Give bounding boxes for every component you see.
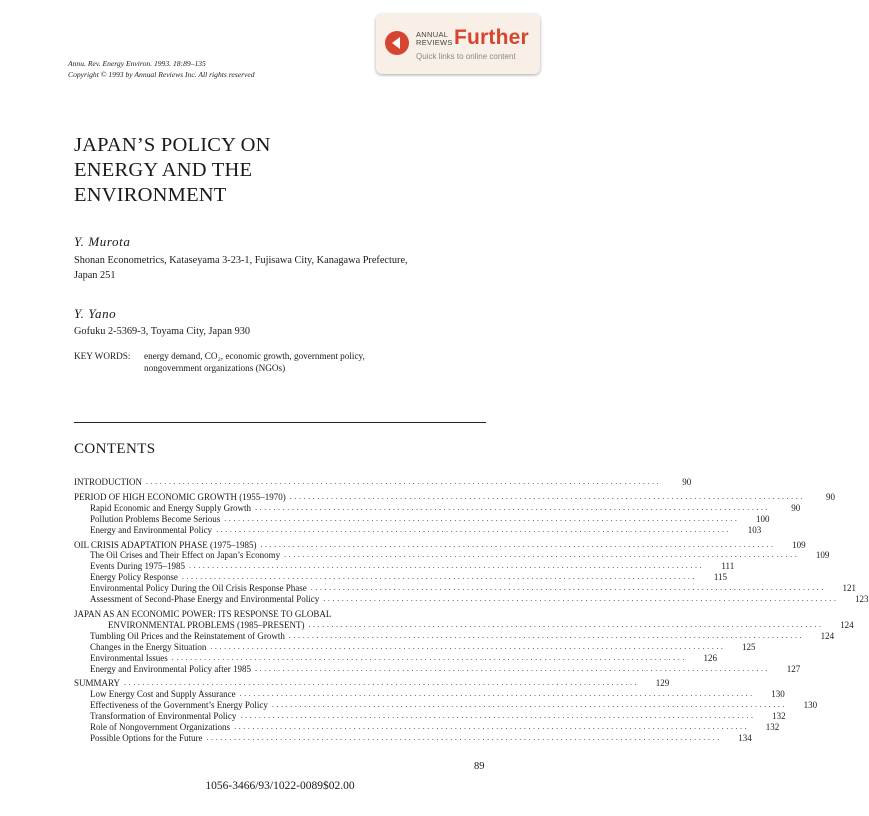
toc-entry[interactable]: Transformation of Environmental Policy ................................................................................................................ 132 — [90, 711, 786, 722]
toc-entry[interactable]: Changes in the Energy Situation ................................................................................................................ 125 — [90, 641, 756, 652]
toc-entry[interactable]: Effectiveness of the Government’s Energy Policy ................................................................................................................ 130 — [90, 700, 818, 711]
badge-word: Further — [454, 26, 529, 49]
toc-entry[interactable]: Rapid Economic and Energy Supply Growth ................................................................................................................ 90 — [90, 502, 801, 513]
toc-entry[interactable]: The Oil Crises and Their Effect on Japan’s Economy ................................................................................................................ 109 — [90, 550, 830, 561]
title-line: ENVIRONMENT — [74, 184, 227, 206]
title-line: ENERGY AND THE — [74, 159, 253, 181]
author-affiliation: Gofuku 2-5369-3, Toyama City, Japan 930 — [74, 326, 251, 337]
section-divider — [74, 422, 486, 423]
toc-entry[interactable]: ENVIRONMENTAL PROBLEMS (1985–PRESENT) ................................................................................................................ 124 — [108, 619, 854, 630]
keywords-value: energy demand, CO₂, economic growth, government policy, — [144, 351, 365, 361]
toc-entry[interactable]: Pollution Problems Become Serious ................................................................................................................ 100 — [90, 513, 770, 524]
toc-entry[interactable]: INTRODUCTION ................................................................................................................ 90 — [74, 477, 692, 487]
toc-entry[interactable]: Environmental Policy During the Oil Crisis Response Phase ................................................................................................................ 121 — [90, 583, 856, 594]
further-badge[interactable] — [376, 14, 540, 74]
toc-entry[interactable]: Energy and Environmental Policy ................................................................................................................ 103 — [90, 524, 762, 535]
toc-entry[interactable]: Low Energy Cost and Supply Assurance ................................................................................................................ 130 — [90, 689, 785, 700]
keywords-value: nongovernment organizations (NGOs) — [144, 363, 286, 373]
table-of-contents — [74, 477, 869, 744]
keywords — [74, 350, 365, 374]
author-name: Y. Murota — [74, 234, 131, 249]
paper-title — [74, 133, 271, 208]
citation-copyright: Copyright © 1993 by Annual Reviews Inc. All rights reserved — [68, 70, 255, 79]
toc-entry[interactable]: Possible Options for the Future ................................................................................................................ 134 — [90, 732, 752, 743]
page-number: 89 — [474, 761, 485, 772]
badge-brand: ANNUAL REVIEWS — [416, 30, 453, 47]
annual-reviews-logo-icon — [385, 31, 409, 55]
author-name: Y. Yano — [74, 306, 117, 321]
footer-code: 1056-3466/93/1022-0089$02.00 — [205, 780, 355, 792]
contents-heading: CONTENTS — [74, 441, 156, 457]
badge-subtitle: Quick links to online content — [416, 52, 516, 61]
toc-entry[interactable]: Tumbling Oil Prices and the Reinstatement of Growth ................................................................................................................ 124 — [90, 630, 835, 641]
toc-entry[interactable]: Events During 1975–1985 ................................................................................................................ 111 — [90, 561, 735, 572]
toc-entry[interactable]: JAPAN AS AN ECONOMIC POWER: ITS RESPONSE TO GLOBAL — [74, 608, 332, 619]
toc-entry[interactable]: Role of Nongovernment Organizations ................................................................................................................ 132 — [90, 722, 780, 733]
keywords-label: KEY WORDS: — [74, 351, 131, 361]
toc-entry[interactable]: PERIOD OF HIGH ECONOMIC GROWTH (1955–1970) ................................................................................................................ 90 — [74, 491, 835, 502]
toc-entry[interactable]: Energy and Environmental Policy after 1985 ................................................................................................................ 127 — [90, 663, 801, 674]
citation — [68, 58, 255, 80]
toc-entry[interactable]: OIL CRISIS ADAPTATION PHASE (1975–1985) ................................................................................................................ 109 — [74, 539, 806, 550]
citation-journal: Annu. Rev. Energy Environ. 1993. 18:89–135 — [68, 59, 206, 68]
toc-entry[interactable]: Environmental Issues ................................................................................................................ 126 — [90, 652, 717, 663]
toc-entry[interactable]: Energy Policy Response ................................................................................................................ 115 — [90, 572, 728, 583]
toc-entry[interactable]: SUMMARY ................................................................................................................ 129 — [74, 678, 670, 689]
author-affiliation: Shonan Econometrics, Kataseyama 3-23-1, Fujisawa City, Kanagawa Prefecture, Japan 251 — [74, 255, 408, 281]
toc-entry[interactable]: Assessment of Second-Phase Energy and Environmental Policy ................................................................................................................ 123 — [90, 594, 869, 605]
title-line: JAPAN’S POLICY ON — [74, 134, 271, 156]
